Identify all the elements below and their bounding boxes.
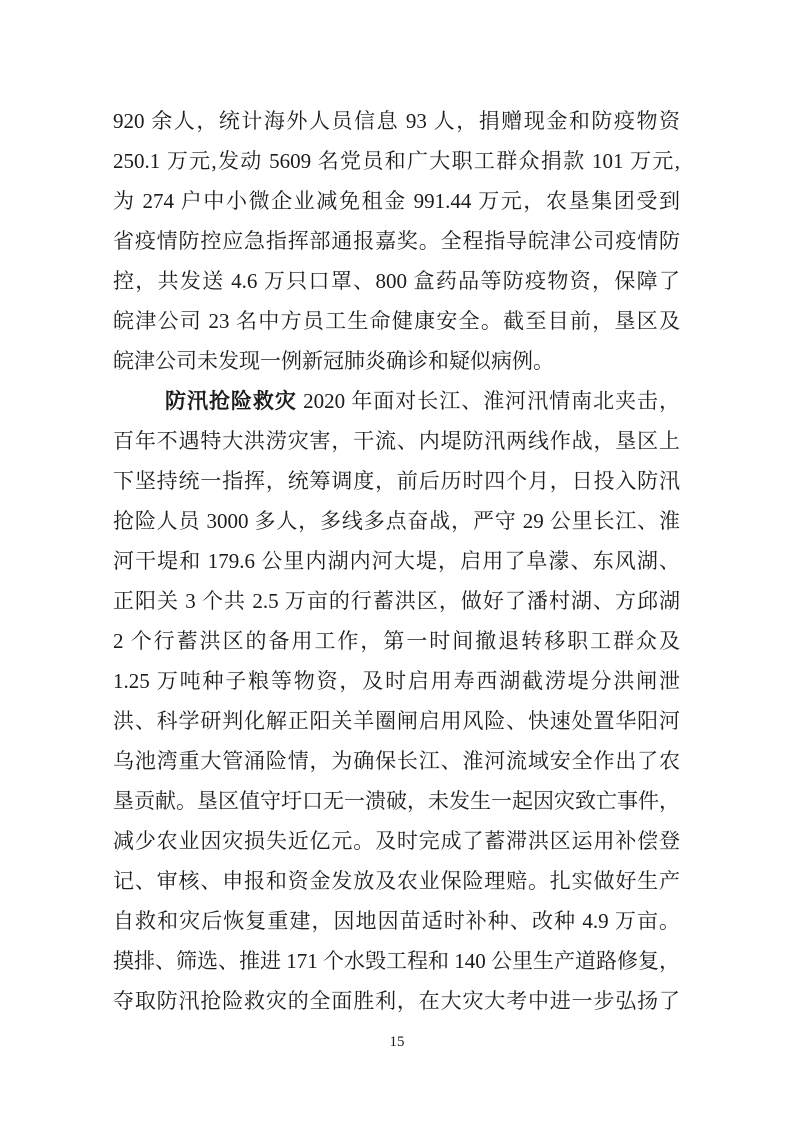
- text-line: 2 个行蓄洪区的备用工作，第一时间撤退转移职工群众及: [113, 629, 680, 653]
- text-line: 河干堤和 179.6 公里内湖内河大堤，启用了阜濛、东风湖、: [113, 549, 680, 573]
- text-line: 乌池湾重大管涌险情，为确保长江、淮河流域安全作出了农: [113, 749, 680, 773]
- text-line: 自救和灾后恢复重建，因地因苗适时补种、改种 4.9 万亩。: [113, 909, 680, 933]
- text-line: 洪、科学研判化解正阳关羊圈闸启用风险、快速处置华阳河: [113, 709, 680, 733]
- page-number: 15: [389, 1034, 405, 1050]
- text-line: 下坚持统一指挥，统筹调度，前后历时四个月，日投入防汛: [113, 469, 680, 493]
- text-line: 1.25 万吨种子粮等物资，及时启用寿西湖截涝堤分洪闸泄: [113, 669, 680, 693]
- text-line: 摸排、筛选、推进 171 个水毁工程和 140 公里生产道路修复，: [113, 949, 680, 973]
- text-line: 正阳关 3 个共 2.5 万亩的行蓄洪区，做好了潘村湖、方邱湖: [113, 589, 680, 613]
- text-line: 皖津公司未发现一例新冠肺炎确诊和疑似病例。: [113, 349, 554, 373]
- text-line: 百年不遇特大洪涝灾害，干流、内堤防汛两线作战，垦区上: [113, 429, 680, 453]
- text-line: 省疫情防控应急指挥部通报嘉奖。全程指导皖津公司疫情防: [113, 229, 680, 253]
- text-line: 皖津公司 23 名中方员工生命健康安全。截至目前，垦区及: [113, 309, 680, 333]
- text-line: 夺取防汛抢险救灾的全面胜利，在大灾大考中进一步弘扬了: [113, 989, 680, 1013]
- text-line: 250.1 万元,发动 5609 名党员和广大职工群众捐款 101 万元,: [113, 149, 680, 173]
- text-line: 垦贡献。垦区值守圩口无一溃破，未发生一起因灾致亡事件，: [113, 789, 680, 813]
- text-line: 防汛抢险救灾 2020 年面对长江、淮河汛情南北夹击，: [165, 389, 681, 413]
- body-text: [113, 101, 680, 1021]
- text-line: 控，共发送 4.6 万只口罩、800 盒药品等防疫物资，保障了: [113, 269, 680, 293]
- text-line: 抢险人员 3000 多人，多线多点奋战，严守 29 公里长江、淮: [113, 509, 680, 533]
- paragraph-lead-label: 防汛抢险救灾: [165, 389, 297, 413]
- text-line: 记、审核、申报和资金发放及农业保险理赔。扎实做好生产: [113, 869, 680, 893]
- text-line: 减少农业因灾损失近亿元。及时完成了蓄滞洪区运用补偿登: [113, 829, 680, 853]
- text-line: 920 余人，统计海外人员信息 93 人，捐赠现金和防疫物资: [113, 109, 680, 133]
- text-line: 为 274 户中小微企业减免租金 991.44 万元，农垦集团受到: [113, 189, 680, 213]
